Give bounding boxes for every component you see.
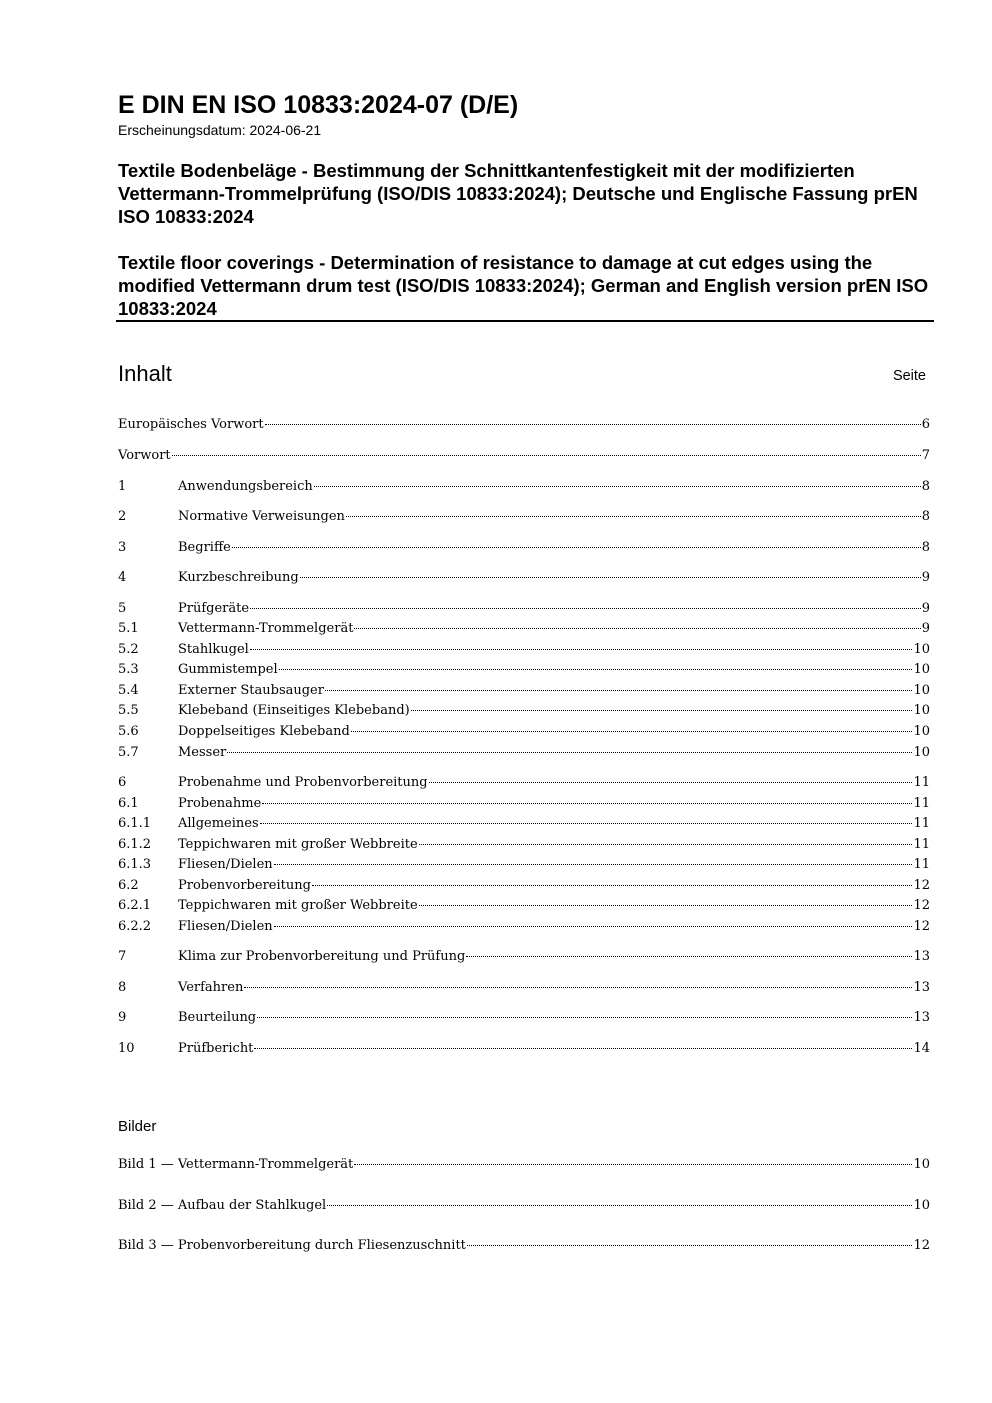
toc-entry-title: Kurzbeschreibung (178, 570, 299, 585)
toc-dot-leader (346, 516, 921, 517)
toc-dot-leader (419, 905, 913, 906)
toc-entry-title: Gummistempel (178, 662, 278, 677)
toc-entry-number: 5.6 (118, 724, 139, 739)
toc-dot-leader (411, 710, 913, 711)
toc-entry-number: 10 (118, 1041, 135, 1056)
toc-entry-number: 7 (118, 949, 127, 964)
toc-entry[interactable] (118, 745, 930, 765)
toc-heading: Inhalt (118, 361, 172, 386)
toc-dot-leader (325, 690, 912, 691)
toc-entry[interactable] (118, 898, 930, 918)
toc-dot-leader (265, 424, 921, 425)
toc-entry-title: Fliesen/Dielen (178, 857, 273, 872)
toc-entry-page: 11 (913, 816, 930, 831)
toc-entry-page: 7 (921, 448, 930, 463)
toc-entry-number: 5.1 (118, 621, 139, 636)
toc-entry-title: Anwendungsbereich (178, 479, 313, 494)
toc-entry-page: 9 (921, 601, 930, 616)
figure-entry[interactable] (118, 1238, 930, 1258)
toc-entry[interactable] (118, 775, 930, 795)
toc-entry-title: Beurteilung (178, 1010, 257, 1025)
toc-page-column-heading: Seite (892, 368, 926, 384)
toc-dot-leader (429, 782, 913, 783)
toc-entry[interactable] (118, 724, 930, 744)
toc-entry-title: Teppichwaren mit großer Webbreite (178, 898, 418, 913)
toc-entry-title: Normative Verweisungen (178, 509, 345, 524)
toc-entry-page: 12 (913, 919, 930, 934)
toc-dot-leader (274, 926, 913, 927)
toc-entry-title: Prüfgeräte (178, 601, 250, 616)
toc-entry[interactable] (118, 479, 930, 499)
toc-entry-page: 8 (921, 509, 930, 524)
toc-entry-title: Vorwort (118, 448, 171, 463)
toc-dot-leader (314, 486, 921, 487)
toc-entry-number: 6.2.1 (118, 898, 152, 913)
toc-entry-number: 4 (118, 570, 127, 585)
title-english: Textile floor coverings - Determination of resistance to damage at cut edges using the modified Vettermann drum test (ISO/DIS 10833:2024); German and English version prEN ISO 10833:2024 (118, 252, 929, 319)
figure-entry[interactable] (118, 1198, 930, 1218)
toc-entry-number: 5 (118, 601, 127, 616)
toc-entry-page: 11 (913, 857, 930, 872)
figure-entry-title: Bild 2 — Aufbau der Stahlkugel (118, 1198, 327, 1213)
toc-entry[interactable] (118, 448, 930, 468)
toc-entry-title: Prüfbericht (178, 1041, 254, 1056)
toc-entry-title: Probenahme und Probenvorbereitung (178, 775, 428, 790)
toc-dot-leader (250, 608, 921, 609)
toc-entry-number: 6 (118, 775, 127, 790)
toc-dot-leader (172, 455, 921, 456)
toc-entry-title: Doppelseitiges Klebeband (178, 724, 350, 739)
toc-dot-leader (466, 956, 912, 957)
toc-entry[interactable] (118, 919, 930, 939)
figure-entry-page: 12 (913, 1238, 930, 1253)
toc-entry-title: Allgemeines (178, 816, 259, 831)
figure-entry-page: 10 (913, 1198, 930, 1213)
toc-dot-leader (300, 577, 921, 578)
toc-entry-title: Probenahme (178, 796, 262, 811)
toc-entry-number: 8 (118, 980, 127, 995)
title-german: Textile Bodenbeläge - Bestimmung der Schnittkantenfestigkeit mit der modifizierten Vettermann-Trommelprüfung (ISO/DIS 10833:2024); Deutsche und Englische Fassung prEN ISO 10833:2024 (118, 160, 918, 227)
toc-dot-leader (244, 987, 912, 988)
toc-entry-title: Klebeband (Einseitiges Klebeband) (178, 703, 410, 718)
toc-dot-leader (351, 731, 913, 732)
toc-entry-number: 6.1.3 (118, 857, 152, 872)
toc-entry-page: 11 (913, 796, 930, 811)
toc-entry-page: 8 (921, 479, 930, 494)
toc-entry-page: 12 (913, 878, 930, 893)
toc-dot-leader (279, 669, 913, 670)
toc-entry-title: Begriffe (178, 540, 231, 555)
figure-entry-page: 10 (913, 1157, 930, 1172)
toc-entry-page: 12 (913, 898, 930, 913)
figure-dot-leader (327, 1205, 912, 1206)
toc-entry[interactable] (118, 621, 930, 641)
toc-dot-leader (354, 628, 920, 629)
title-divider (116, 320, 934, 322)
toc-entry[interactable] (118, 878, 930, 898)
toc-dot-leader (274, 864, 913, 865)
toc-entry[interactable] (118, 796, 930, 816)
toc-dot-leader (254, 1048, 912, 1049)
toc-entry-page: 13 (913, 949, 930, 964)
toc-entry[interactable] (118, 540, 930, 560)
toc-entry-number: 5.5 (118, 703, 139, 718)
toc-entry-page: 9 (921, 621, 930, 636)
toc-entry-number: 1 (118, 479, 127, 494)
toc-entry-page: 10 (913, 642, 930, 657)
toc-entry-title: Messer (178, 745, 227, 760)
toc-entry-number: 5.7 (118, 745, 139, 760)
toc-dot-leader (312, 885, 913, 886)
toc-entry[interactable] (118, 683, 930, 703)
toc-entry[interactable] (118, 509, 930, 529)
toc-entry[interactable] (118, 1041, 930, 1061)
toc-entry-title: Fliesen/Dielen (178, 919, 273, 934)
toc-entry[interactable] (118, 1010, 930, 1030)
toc-dot-leader (262, 803, 912, 804)
toc-entry[interactable] (118, 417, 930, 437)
toc-entry-number: 5.3 (118, 662, 139, 677)
toc-entry-number: 2 (118, 509, 127, 524)
toc-entry-page: 6 (921, 417, 930, 432)
toc-entry-page: 8 (921, 540, 930, 555)
toc-entry-page: 10 (913, 724, 930, 739)
toc-entry-title: Verfahren (178, 980, 244, 995)
toc-dot-leader (260, 823, 913, 824)
figure-entry-title: Bild 3 — Probenvorbereitung durch Fliesenzuschnitt (118, 1238, 466, 1253)
toc-entry-page: 11 (913, 775, 930, 790)
toc-entry-page: 10 (913, 745, 930, 760)
figure-dot-leader (354, 1164, 912, 1165)
toc-entry-number: 6.2 (118, 878, 139, 893)
toc-entry[interactable] (118, 949, 930, 969)
toc-entry[interactable] (118, 837, 930, 857)
toc-entry-page: 10 (913, 662, 930, 677)
toc-entry-page: 9 (921, 570, 930, 585)
toc-dot-leader (232, 547, 921, 548)
toc-entry[interactable] (118, 642, 930, 662)
toc-entry-page: 13 (913, 1010, 930, 1025)
toc-entry-title: Klima zur Probenvorbereitung und Prüfung (178, 949, 466, 964)
toc-dot-leader (250, 649, 913, 650)
toc-entry[interactable] (118, 601, 930, 621)
toc-dot-leader (419, 844, 913, 845)
toc-entry[interactable] (118, 980, 930, 1000)
toc-entry-number: 6.1 (118, 796, 139, 811)
toc-entry-number: 5.4 (118, 683, 139, 698)
toc-dot-leader (257, 1017, 912, 1018)
toc-entry-page: 11 (913, 837, 930, 852)
toc-entry[interactable] (118, 662, 930, 682)
toc-entry[interactable] (118, 857, 930, 877)
toc-entry-number: 6.2.2 (118, 919, 152, 934)
toc-entry-page: 14 (913, 1041, 930, 1056)
figure-entry[interactable] (118, 1157, 930, 1177)
toc-entry-number: 5.2 (118, 642, 139, 657)
publication-date: Erscheinungsdatum: 2024-06-21 (118, 122, 322, 138)
toc-entry-title: Stahlkugel (178, 642, 249, 657)
toc-entry-number: 3 (118, 540, 127, 555)
figure-entry-title: Bild 1 — Vettermann-Trommelgerät (118, 1157, 354, 1172)
toc-entry-title: Externer Staubsauger (178, 683, 324, 698)
toc-entry[interactable] (118, 570, 930, 590)
toc-entry-number: 6.1.2 (118, 837, 152, 852)
toc-entry-number: 6.1.1 (118, 816, 152, 831)
toc-entry-title: Teppichwaren mit großer Webbreite (178, 837, 418, 852)
toc-entry-number: 9 (118, 1010, 127, 1025)
toc-entry-page: 13 (913, 980, 930, 995)
toc-dot-leader (227, 752, 912, 753)
document-code: E DIN EN ISO 10833:2024-07 (D/E) (118, 91, 519, 119)
toc-entry-page: 10 (913, 703, 930, 718)
figures-heading: Bilder (118, 1118, 157, 1135)
figure-dot-leader (467, 1245, 913, 1246)
toc-entry[interactable] (118, 816, 930, 836)
toc-entry-title: Vettermann-Trommelgerät (178, 621, 354, 636)
toc-entry-title: Probenvorbereitung (178, 878, 311, 893)
toc-entry-page: 10 (913, 683, 930, 698)
toc-entry[interactable] (118, 703, 930, 723)
toc-entry-title: Europäisches Vorwort (118, 417, 264, 432)
